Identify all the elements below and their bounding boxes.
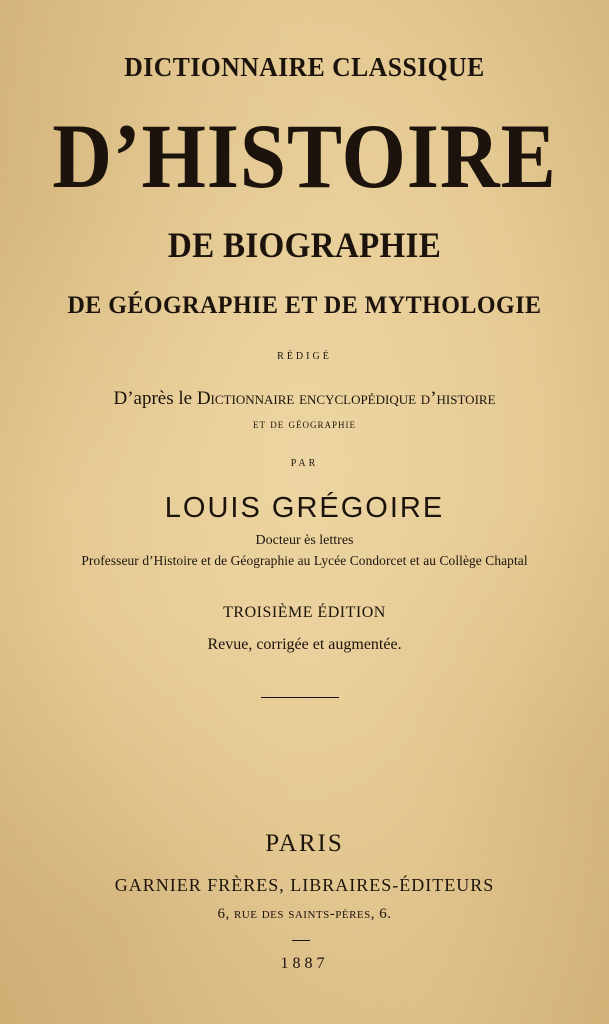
- author-name: LOUIS GRÉGOIRE: [164, 492, 445, 524]
- revision-note: Revue, corrigée et augmentée.: [207, 636, 402, 653]
- imprint-address: [0, 906, 609, 923]
- address-suffix: , 6.: [370, 906, 392, 922]
- imprint-year: 1887: [280, 955, 329, 972]
- par-label: PAR: [290, 458, 319, 469]
- divider-rule: [261, 697, 339, 698]
- source-line-2: [0, 416, 609, 432]
- subtitle-geographie-mythologie: DE GÉOGRAPHIE ET DE MYTHOLOGIE: [67, 292, 542, 319]
- source-prefix: D’après le: [113, 388, 197, 409]
- source-title: Dictionnaire encyclopédique d’histoire: [196, 388, 496, 409]
- address-number: 6,: [217, 906, 234, 922]
- redige-label: RÉDIGÉ: [277, 351, 332, 362]
- imprint-publisher: GARNIER FRÈRES, LIBRAIRES-ÉDITEURS: [114, 875, 495, 895]
- imprint-city: PARIS: [265, 830, 344, 857]
- subtitle-biographie: DE BIOGRAPHIE: [167, 225, 442, 265]
- author-degree: Docteur ès lettres: [255, 533, 354, 548]
- main-title: D’HISTOIRE: [52, 105, 557, 207]
- address-street: rue des saints-pères: [233, 906, 371, 922]
- series-title: DICTIONNAIRE CLASSIQUE: [124, 52, 485, 82]
- source-title-continued: et de géographie: [253, 416, 356, 431]
- source-line-1: [0, 388, 609, 410]
- small-divider-rule: [292, 940, 310, 941]
- author-position: Professeur d’Histoire et de Géographie au Lycée Condorcet et au Collège Chaptal: [81, 553, 528, 568]
- edition-label: TROISIÈME ÉDITION: [223, 604, 386, 621]
